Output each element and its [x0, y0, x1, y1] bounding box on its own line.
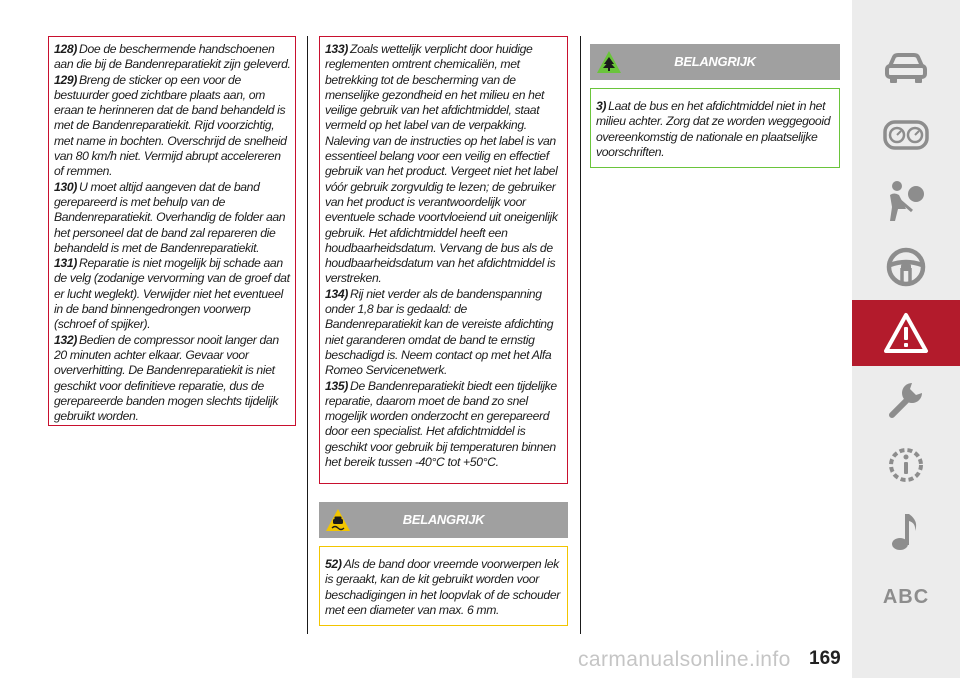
- note-number: 52): [325, 557, 342, 571]
- important-banner: [319, 502, 568, 538]
- sidebar-item-dashboard[interactable]: [852, 102, 960, 168]
- notes-list: [49, 37, 295, 428]
- banner-title: BELANGRIJK: [402, 512, 485, 527]
- note-item: [54, 256, 291, 332]
- warning-triangle-icon: [883, 312, 929, 354]
- important-box-col2: [319, 546, 568, 626]
- note-text: Bedien de compressor nooit langer dan 20 minuten achter elkaar. Gevaar voor oververhitting. De Bandenreparatiekit is niet geschikt voor definitieve reparatie, dus de gerepareerde banden mogen slechts tijdelijk gebruikt worden.: [54, 332, 279, 424]
- note-item: [325, 379, 563, 471]
- note-text: U moet altijd aangeven dat de band gerepareerd is met behulp van de Bandenreparatiekit. Overhandig de folder aan het personeel dat de band zal repareren die behandeld is met de Bandenreparatiekit.: [54, 179, 286, 255]
- index-label: ABC: [882, 585, 930, 608]
- sidebar-item-vehicle[interactable]: [852, 36, 960, 102]
- sidebar-item-multimedia[interactable]: [852, 498, 960, 564]
- sidebar-item-maintenance[interactable]: [852, 366, 960, 432]
- note-text: Laat de bus en het afdichtmiddel niet in het milieu achter. Zorg dat ze worden weggegooid overeenkomstig de nationale en plaatselijke voorschriften.: [596, 99, 831, 159]
- page-number: 169: [809, 648, 841, 669]
- note-text: Doe de beschermende handschoenen aan die bij de Bandenreparatiekit zijn geleverd.: [54, 42, 291, 72]
- notes-box-col1: [48, 36, 296, 426]
- music-note-icon: [889, 509, 923, 553]
- note-item: [596, 99, 835, 160]
- note-item: [325, 287, 563, 379]
- note-text: Rij niet verder als de bandenspanning onder 1,8 bar is gedaald: de Bandenreparatiekit kan de vereiste afdichting niet garanderen omdat de band te ernstig beschadigd is. Neem contact op met het Alfa Romeo Servicenetwerk.: [325, 286, 554, 378]
- sidebar-item-technical-data[interactable]: [852, 432, 960, 498]
- column-divider: [580, 36, 581, 634]
- notes-list: [591, 89, 839, 164]
- notes-box-col2: [319, 36, 568, 484]
- chapter-sidebar: [852, 0, 960, 678]
- watermark: carmanualsonline.info: [578, 648, 791, 671]
- note-text: Breng de sticker op een voor de bestuurder goed zichtbare plaats aan, om eraan te herinneren dat de band behandeld is met de Bandenreparatiekit. Rijd voorzichtig, met name in bochten. Overschrijd de snelheid van 80 km/h niet. Vermijd abrupt accelereren of remmen.: [54, 72, 287, 179]
- note-item: [325, 42, 563, 287]
- note-text: Zoals wettelijk verplicht door huidige reglementen omtrent chemicaliën, met betrekking tot de bescherming van de menselijke gezondheid en het milieu en het veilige gebruik van het afdichtmiddel, staat vermeld op het label van de verpakking. Naleving van de instructies op het label is van essentieel belang voor een veilig en effectief gebruik van het product. Vergeet niet het label vóór gebruik zorgvuldig te lezen; de gebruiker van het product is verantwoordelijk voor eventuele schade voortvloeiend uit oneigenlijk gebruik. Het afdichtmiddel heeft een houdbaarheidsdatum. Vervang de bus als de houdbaarheidsdatum van het afdichtmiddel is verstreken.: [325, 42, 558, 286]
- note-item: [54, 73, 291, 180]
- note-text: De Bandenreparatiekit biedt een tijdelijke reparatie, daarom moet de band zo snel mogelijk worden onderzocht en gerepareerd door een specialist. Het afdichtmiddel is geschikt voor gebruik bij temperaturen binnen het bereik tussen -40°C tot +50°C.: [325, 378, 557, 470]
- banner-title: BELANGRIJK: [674, 54, 756, 69]
- note-item: [54, 180, 291, 256]
- notes-list: [320, 37, 567, 474]
- dashboard-gauges-icon: [883, 120, 929, 150]
- note-number: 3): [596, 99, 607, 113]
- notes-list: [320, 547, 567, 622]
- note-item: [325, 557, 563, 618]
- wrench-icon: [884, 377, 928, 421]
- note-number: 134): [325, 286, 348, 301]
- note-number: 131): [54, 256, 77, 271]
- safety-airbag-icon: [884, 179, 928, 223]
- car-icon: [884, 52, 928, 86]
- important-box-col3: [590, 88, 840, 168]
- note-item: [54, 333, 291, 425]
- note-number: 129): [54, 72, 77, 87]
- note-number: 133): [325, 42, 348, 56]
- sidebar-item-starting-driving[interactable]: [852, 234, 960, 300]
- info-gear-icon: [884, 443, 928, 487]
- sidebar-item-index[interactable]: [852, 564, 960, 630]
- note-item: [54, 42, 291, 73]
- note-text: Als de band door vreemde voorwerpen lek is geraakt, kan de kit gebruikt worden voor beschadigingen in het loopvlak of de schouder met een diameter van max. 6 mm.: [325, 557, 560, 617]
- note-number: 128): [54, 42, 77, 56]
- column-divider: [307, 36, 308, 634]
- sidebar-item-emergency[interactable]: [852, 300, 960, 366]
- note-number: 130): [54, 179, 77, 194]
- note-number: 135): [325, 378, 348, 393]
- steering-wheel-icon: [885, 246, 927, 288]
- note-number: 132): [54, 332, 77, 347]
- sidebar-item-safety[interactable]: [852, 168, 960, 234]
- note-text: Reparatie is niet mogelijk bij schade aan de velg (zodanige vervorming van de groef dat er lucht weglekt). Verwijder niet het eventueel in de band binnengedrongen voorwerp (schroef of spijker).: [54, 256, 290, 332]
- important-banner: [590, 44, 840, 80]
